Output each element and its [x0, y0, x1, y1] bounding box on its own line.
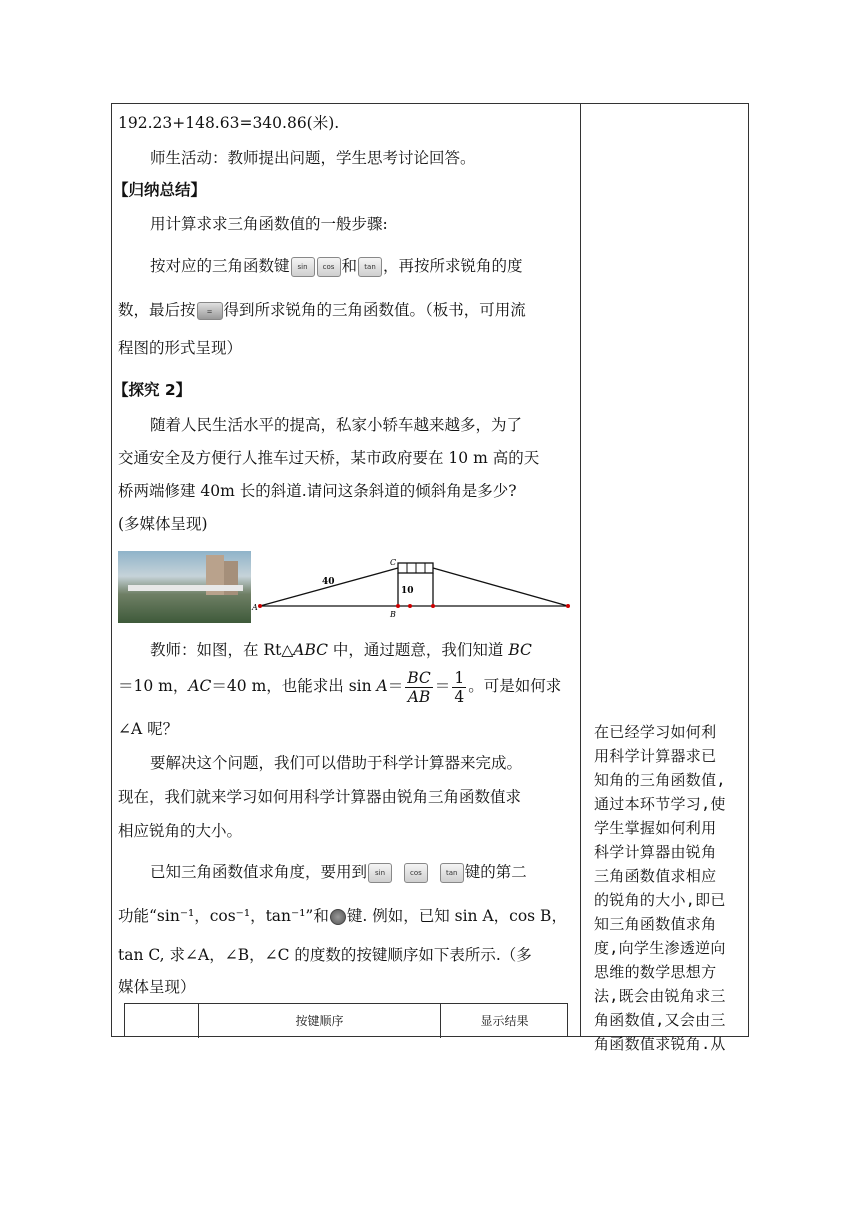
side-note-line: 知三角函数值求角 [594, 915, 717, 933]
text-fragment: 数，最后按 [118, 301, 196, 319]
text-line: 媒体呈现） [118, 978, 196, 996]
text-fragment: 已知三角函数值求角度，要用到 [150, 863, 368, 881]
text-line [118, 906, 567, 926]
fraction-bc-ab [405, 669, 433, 706]
text-line: 192.23+148.63=340.86(米). [118, 114, 340, 132]
point-a-label: A [252, 603, 258, 612]
table-header-display-result: 显示结果 [480, 1014, 529, 1028]
shift-key-icon [330, 909, 346, 925]
point-b-label: B [390, 610, 396, 619]
text-line: tan C, 求∠A，∠B，∠C 的度数的按键顺序如下表所示.（多 [118, 946, 532, 964]
table-header-key-sequence: 按键顺序 [295, 1014, 344, 1028]
text-fragment: 中，通过题意，我们知道 [327, 641, 509, 659]
text-line [118, 667, 561, 706]
design-intent-column [594, 720, 744, 1056]
tan-key-icon: tan [358, 257, 382, 277]
sin-key-icon: sin [291, 257, 315, 277]
side-note-line: 度,向学生渗透逆向 [594, 939, 726, 957]
side-note-line: 思维的数学思想方 [594, 963, 717, 981]
text-fragment: 得到所求锐角的三角函数值。（板书，可用流 [223, 301, 526, 319]
side-note-line: 三角函数值求相应 [594, 867, 717, 885]
fraction-numerator: 1 [454, 668, 465, 687]
text-line: 现在，我们就来学习如何用科学计算器由锐角三角函数值求 [118, 788, 522, 806]
overpass-diagram [250, 555, 580, 625]
text-line [150, 256, 523, 277]
text-line: 桥两端修建 40m 长的斜道.请问这条斜道的倾斜角是多少? [118, 482, 517, 500]
fraction-numerator: BC [407, 668, 431, 687]
text-line: 相应锐角的大小。 [118, 822, 243, 840]
text-line [118, 300, 526, 320]
text-fragment: ，再按所求锐角的度 [383, 257, 523, 275]
tan-key-icon: tan [440, 863, 464, 883]
fraction-denominator: 4 [454, 687, 465, 706]
section-heading: 【归纳总结】 [113, 181, 207, 199]
text-line: 交通安全及方便行人推车过天桥，某市政府要在 10 m 高的天 [118, 449, 540, 467]
text-fragment: ABC [293, 641, 328, 659]
equals-key-icon: = [197, 302, 223, 320]
section-heading: 【探究 2】 [113, 381, 192, 399]
text-fragment: ＝10 m， [118, 677, 189, 695]
side-note-line: 的锐角的大小,即已 [594, 891, 726, 909]
side-note-line: 科学计算器由锐角 [594, 843, 717, 861]
sin-key-icon: sin [368, 863, 392, 883]
text-line [150, 640, 532, 660]
text-fragment: A [376, 677, 388, 695]
fraction-denominator: AB [407, 687, 431, 706]
text-line: 用计算求求三角函数值的一般步骤: [150, 215, 388, 233]
side-note-line: 知角的三角函数值, [594, 771, 726, 789]
fraction-one-quarter [452, 669, 466, 706]
side-note-line: 角函数值求锐角.从 [594, 1035, 726, 1053]
text-fragment: AC [188, 677, 212, 695]
text-line [150, 862, 527, 883]
side-note-line: 在已经学习如何利 [594, 723, 717, 741]
text-line: 程图的形式呈现） [118, 339, 243, 357]
side-note-line: 角函数值,又会由三 [594, 1011, 726, 1029]
text-fragment: ＝ [434, 677, 451, 695]
text-line: 随着人民生活水平的提高，私家小轿车越来越多，为了 [150, 416, 523, 434]
text-fragment: 教师：如图，在 Rt△ [150, 641, 294, 659]
point-c-label: C [390, 558, 397, 567]
overpass-photo [118, 551, 251, 623]
side-note-line: 学生掌握如何利用 [594, 819, 717, 837]
text-fragment: ＝ [387, 677, 404, 695]
length-bc-label: 10 [401, 586, 414, 596]
text-line: 师生活动：教师提出问题，学生思考讨论回答。 [150, 149, 476, 167]
text-fragment: 键. 例如，已知 sin A，cos B， [346, 907, 567, 925]
side-note-line: 用科学计算器求已 [594, 747, 717, 765]
key-sequence-table [124, 1003, 568, 1037]
side-note-line: 法,既会由锐角求三 [594, 987, 726, 1005]
text-line: (多媒体呈现) [118, 515, 208, 533]
text-line: 要解决这个问题，我们可以借助于科学计算器来完成。 [150, 754, 523, 772]
text-fragment: ＝40 m，也能求出 sin [211, 677, 377, 695]
text-fragment: 和 [341, 257, 358, 275]
text-fragment: 。可是如何求 [468, 677, 562, 695]
text-fragment: 功能“sin⁻¹，cos⁻¹，tan⁻¹”和 [118, 907, 329, 925]
cos-key-icon: cos [317, 257, 341, 277]
cos-key-icon: cos [404, 863, 428, 883]
text-fragment: 键的第二 [464, 863, 527, 881]
text-line: ∠A 呢？ [118, 720, 179, 738]
text-fragment: BC [508, 641, 532, 659]
length-ac-label: 40 [322, 577, 335, 587]
column-divider [580, 103, 581, 1037]
text-fragment: 按对应的三角函数键 [150, 257, 290, 275]
side-note-line: 通过本环节学习,使 [594, 795, 726, 813]
